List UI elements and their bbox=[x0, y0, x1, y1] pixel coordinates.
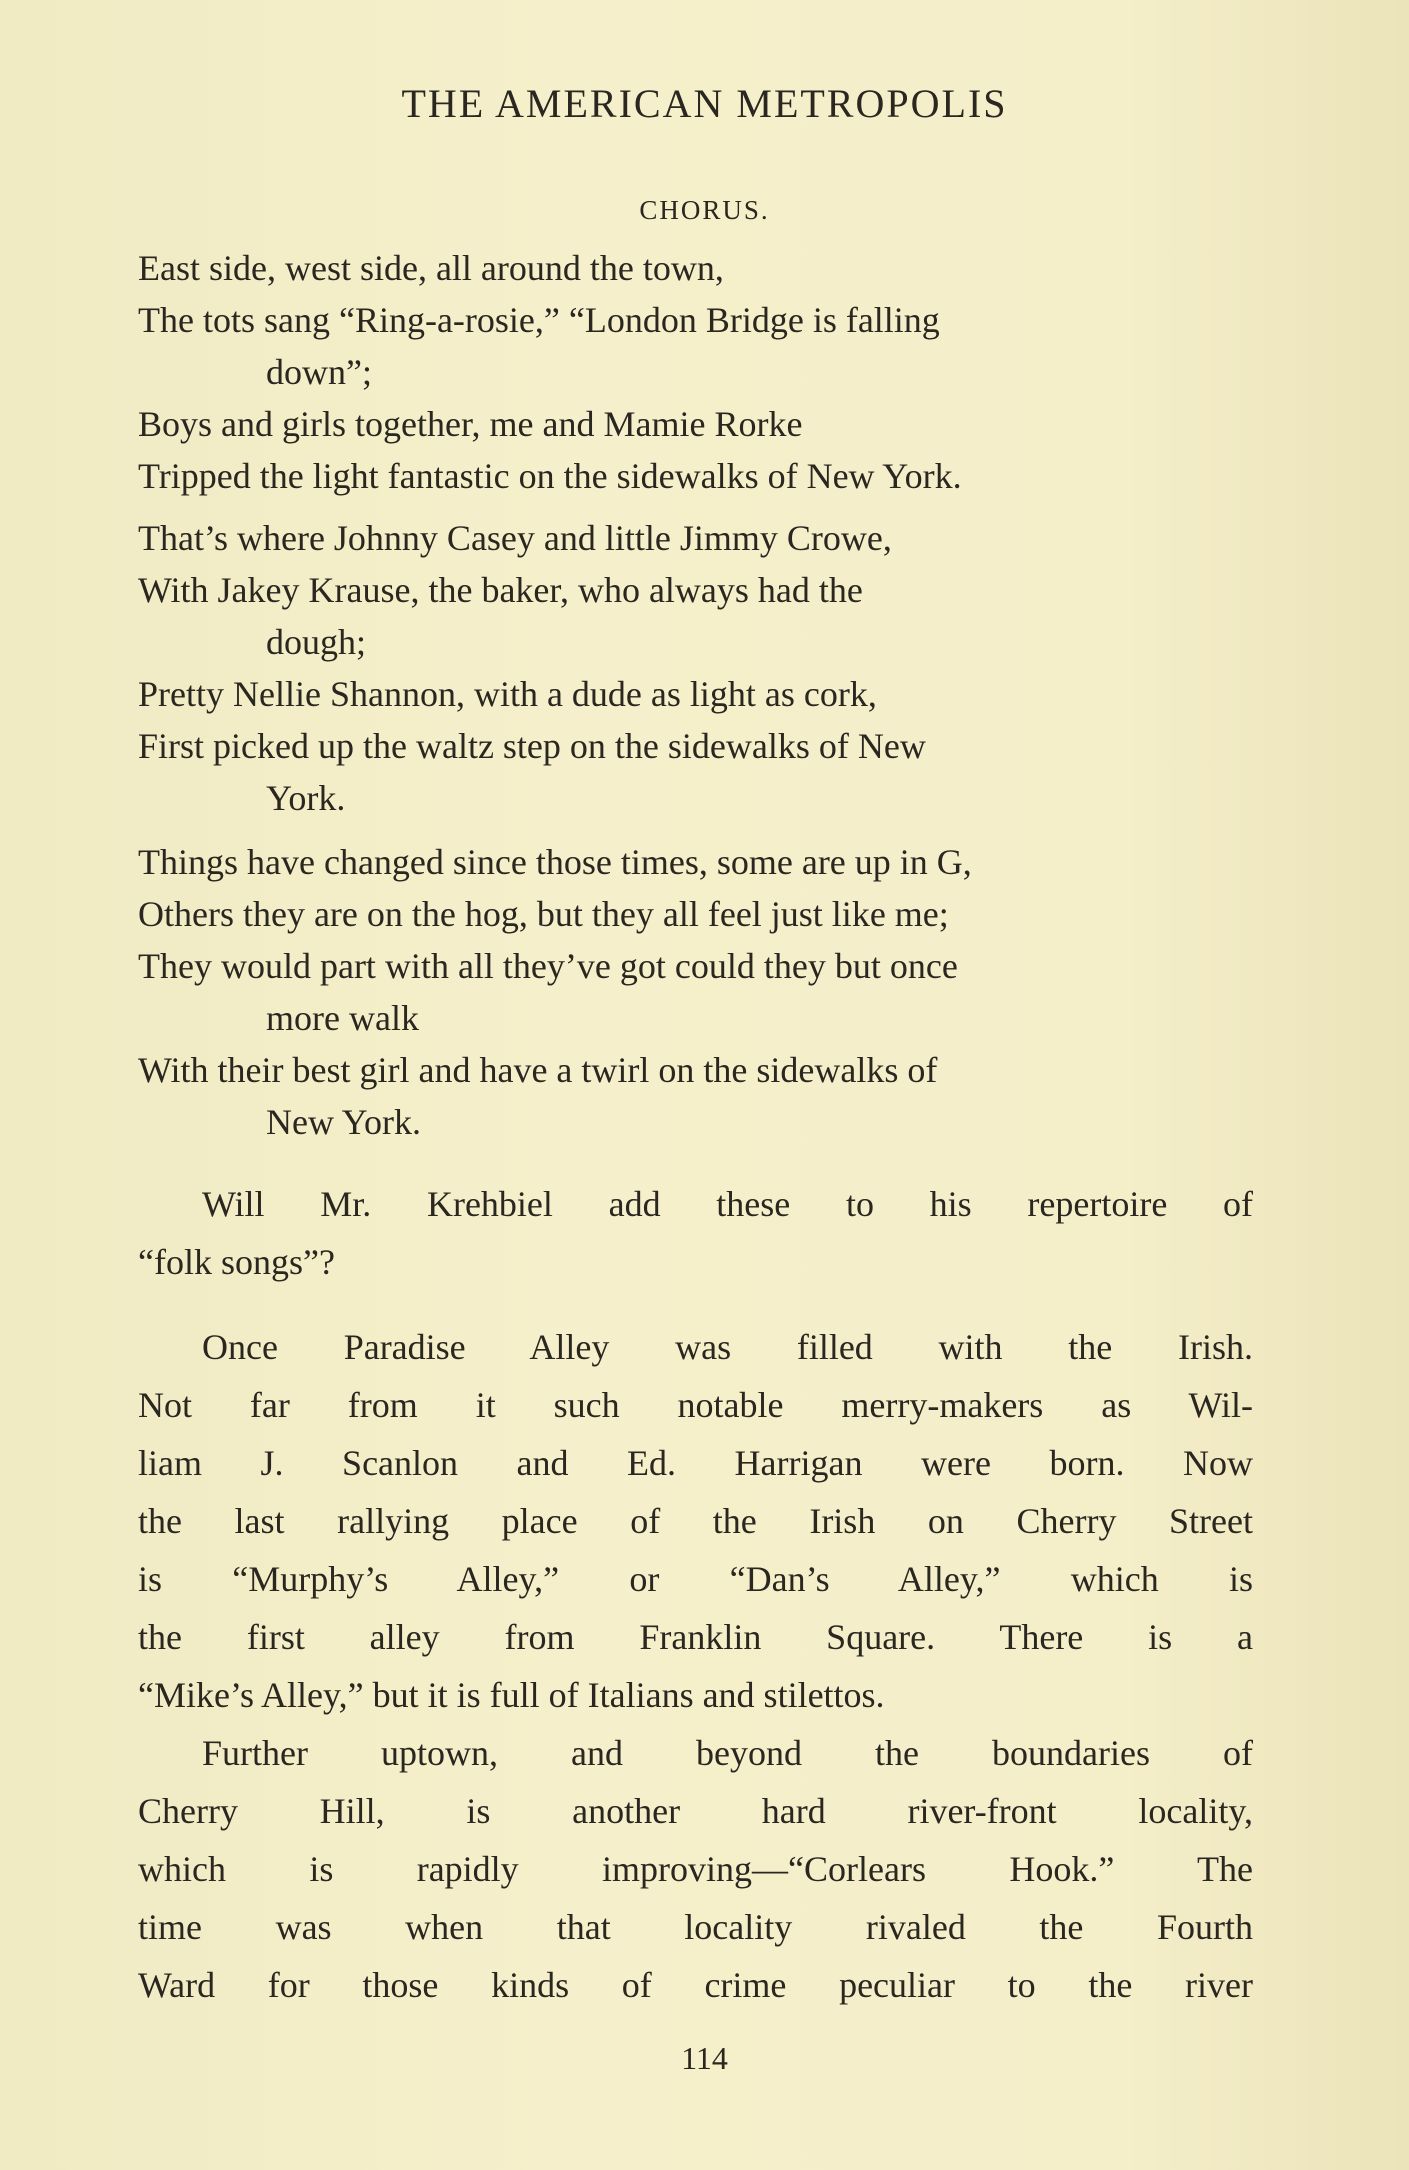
text-line: Ward for those kinds of crime peculiar to the river bbox=[138, 1965, 1253, 2005]
verse-line: Things have changed since those times, some are up in G, bbox=[138, 842, 972, 882]
running-title: THE AMERICAN METROPOLIS bbox=[401, 81, 1008, 126]
paragraph-corlears-hook bbox=[138, 1724, 1253, 2014]
text-line: “Mike’s Alley,” but it is full of Italians and stilettos. bbox=[138, 1675, 885, 1715]
text-line: Once Paradise Alley was filled with the Irish. bbox=[202, 1327, 1253, 1367]
verse-line: East side, west side, all around the town, bbox=[138, 248, 724, 288]
text-line: liam J. Scanlon and Ed. Harrigan were born. Now bbox=[138, 1443, 1253, 1483]
text-line: “folk songs”? bbox=[138, 1242, 335, 1282]
text-line: time was when that locality rivaled the Fourth bbox=[138, 1907, 1253, 1947]
text-line: the last rallying place of the Irish on Cherry Street bbox=[138, 1501, 1253, 1541]
chorus-label: CHORUS. bbox=[639, 195, 770, 225]
text-line: Cherry Hill, is another hard river-front locality, bbox=[138, 1791, 1253, 1831]
text-line: which is rapidly improving—“Corlears Hook.” The bbox=[138, 1849, 1253, 1889]
paragraph-krehbiel bbox=[138, 1175, 1253, 1291]
verse-line: The tots sang “Ring-a-rosie,” “London Bridge is falling bbox=[138, 300, 940, 340]
verse-line: With their best girl and have a twirl on the sidewalks of bbox=[138, 1050, 938, 1090]
verse-line: dough; bbox=[266, 622, 367, 662]
text-line: the first alley from Franklin Square. There is a bbox=[138, 1617, 1253, 1657]
paragraph-paradise-alley bbox=[138, 1318, 1253, 1724]
verse-line: Boys and girls together, me and Mamie Rorke bbox=[138, 404, 803, 444]
verse-line: York. bbox=[266, 778, 346, 818]
verse-line: First picked up the waltz step on the sidewalks of New bbox=[138, 726, 926, 766]
verse-line: Others they are on the hog, but they all feel just like me; bbox=[138, 894, 949, 934]
text-line: Not far from it such notable merry-makers as Wil- bbox=[138, 1385, 1253, 1425]
verse-line: Tripped the light fantastic on the sidewalks of New York. bbox=[138, 456, 962, 496]
text-line: Will Mr. Krehbiel add these to his repertoire of bbox=[202, 1184, 1253, 1224]
verse-stanza-3 bbox=[138, 836, 1258, 1148]
page-number: 114 bbox=[681, 2040, 728, 2076]
verse-line: With Jakey Krause, the baker, who always had the bbox=[138, 570, 863, 610]
verse-line: They would part with all they’ve got could they but once bbox=[138, 946, 958, 986]
text-line: is “Murphy’s Alley,” or “Dan’s Alley,” which is bbox=[138, 1559, 1253, 1599]
verse-stanza-2 bbox=[138, 512, 1258, 824]
verse-line: New York. bbox=[266, 1102, 422, 1142]
verse-line: That’s where Johnny Casey and little Jimmy Crowe, bbox=[138, 518, 892, 558]
verse-line: Pretty Nellie Shannon, with a dude as light as cork, bbox=[138, 674, 877, 714]
verse-line: down”; bbox=[266, 352, 372, 392]
text-line: Further uptown, and beyond the boundaries of bbox=[202, 1733, 1253, 1773]
verse-line: more walk bbox=[266, 998, 419, 1038]
chorus-stanza bbox=[138, 242, 1258, 502]
